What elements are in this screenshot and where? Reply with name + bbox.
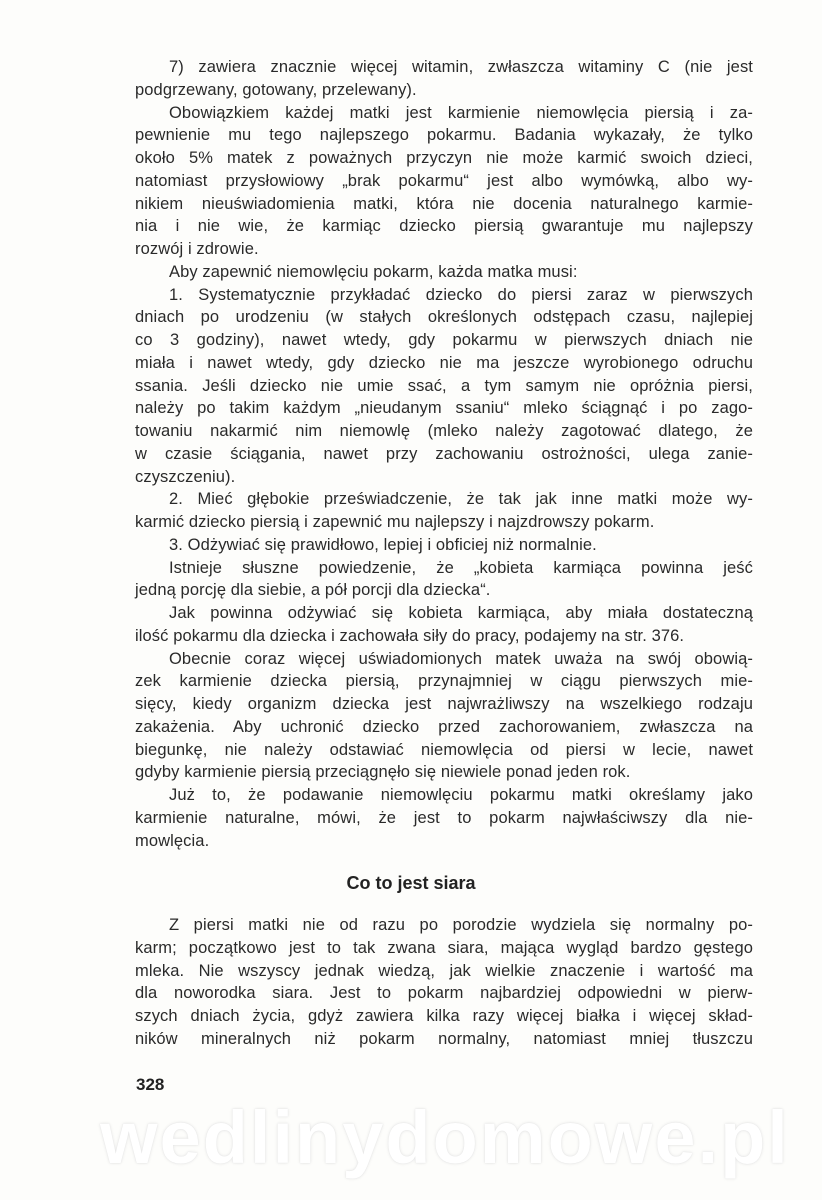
text-line: zakażenia. Aby uchronić dziecko przed zachorowaniem, zwłaszcza na [135,717,753,736]
text-line: należy po takim każdym „nieudanym ssaniu“ mleko ściągnąć i po zago- [135,399,753,418]
text-line: Aby zapewnić niemowlęciu pokarm, każda matka musi: [169,262,578,281]
text-line: natomiast przysłowiowy „brak pokarmu“ jest albo wymówką, albo wy- [135,171,753,190]
text-line: w czasie ściągania, nawet przy zachowaniu ostrożności, ulega zanie- [135,444,753,463]
text-line: Już to, że podawanie niemowlęciu pokarmu matki określamy jako [169,786,753,804]
text-line: karm; początkowo jest to tak zwana siara, mająca wygląd bardzo gęstego [135,938,753,957]
text-line: ssania. Jeśli dziecko nie umie ssać, a tym samym nie opróżnia piersi, [135,376,753,395]
text-line: nia i nie wie, że karmiąc dziecko piersią gwarantuje mu najlepszy [135,217,753,236]
text-line: Z piersi matki nie od razu po porodzie wydziela się normalny po- [169,916,753,934]
body-text-top [135,56,753,852]
text-line: ilość pokarmu dla dziecka i zachowała siły do pracy, podajemy na str. 376. [135,626,685,645]
text-line: zek karmienie dziecka piersią, przynajmniej w ciągu pierwszych mie- [135,672,753,691]
text-line: karmić dziecko piersią i zapewnić mu najlepszy i najzdrowszy pokarm. [135,513,655,531]
text-line: miała i nawet wtedy, gdy dziecko nie ma jeszcze wyrobionego odruchu [135,353,753,372]
text-line: Obecnie coraz więcej uświadomionych matek uważa na swój obowią- [169,649,753,668]
text-line: 2. Mieć głębokie przeświadczenie, że tak jak inne matki może wy- [169,490,753,509]
text-line: towaniu nakarmić nim niemowlę (mleko należy zagotować dlatego, że [135,422,753,440]
text-line: około 5% matek z poważnych przyczyn nie może karmić swoich dzieci, [135,149,753,167]
text-line: sięcy, kiedy organizm dziecka jest najwrażliwszy na wszelkiego rodzaju [135,695,753,713]
watermark: wedlinydomowe.pl [100,1096,790,1179]
text-line: biegunkę, nie należy odstawiać niemowlęcia od piersi w lecie, nawet [135,740,753,759]
text-line: ników mineralnych niż pokarm normalny, natomiast mniej tłuszczu [135,1029,753,1048]
text-line: 7) zawiera znacznie więcej witamin, zwłaszcza witaminy C (nie jest [169,58,753,76]
text-line: gdyby karmienie piersią przeciągnęło się niewiele ponad jeden rok. [135,763,631,782]
body-text-bottom [135,914,753,1051]
text-line: Obowiązkiem każdej matki jest karmienie niemowlęcia piersią i za- [169,103,753,122]
text-line: czyszczeniu). [135,467,236,486]
text-line: szych dniach życia, gdyż zawiera kilka razy więcej białka i więcej skład- [135,1007,753,1025]
text-line: dla noworodka siara. Jest to pokarm najbardziej odpowiedni w pierw- [135,984,753,1003]
text-line: jedną porcję dla siebie, a pół porcji dla dziecka“. [135,581,491,600]
page-number: 328 [136,1075,165,1094]
text-line: mleka. Nie wszyscy jednak wiedzą, jak wielkie znaczenie i wartość ma [135,961,753,980]
text-line: 1. Systematycznie przykładać dziecko do piersi zaraz w pierwszych [169,285,753,304]
text-line: karmienie naturalne, mówi, że jest to pokarm najwłaściwszy dla nie- [135,808,753,827]
text-line: mowlęcia. [135,831,210,850]
text-line: rozwój i zdrowie. [135,240,259,258]
text-line: Jak powinna odżywiać się kobieta karmiąca, aby miała dostateczną [169,604,753,622]
text-line: nikiem nieuświadomienia matki, która nie docenia naturalnego karmie- [135,194,753,213]
text-line: podgrzewany, gotowany, przelewany). [135,80,417,99]
text-line: 3. Odżywiać się prawidłowo, lepiej i obficiej niż normalnie. [169,535,597,554]
text-line: Istnieje słuszne powiedzenie, że „kobieta karmiąca powinna jeść [169,558,753,577]
section-heading: Co to jest siara [346,873,476,893]
text-line: dniach po urodzeniu (w stałych określonych odstępach czasu, najlepiej [135,308,753,327]
text-line: pewnienie mu tego najlepszego pokarmu. Badania wykazały, że tylko [135,126,753,145]
text-line: co 3 godziny), nawet wtedy, gdy pokarmu w pierwszych dniach nie [135,331,753,349]
